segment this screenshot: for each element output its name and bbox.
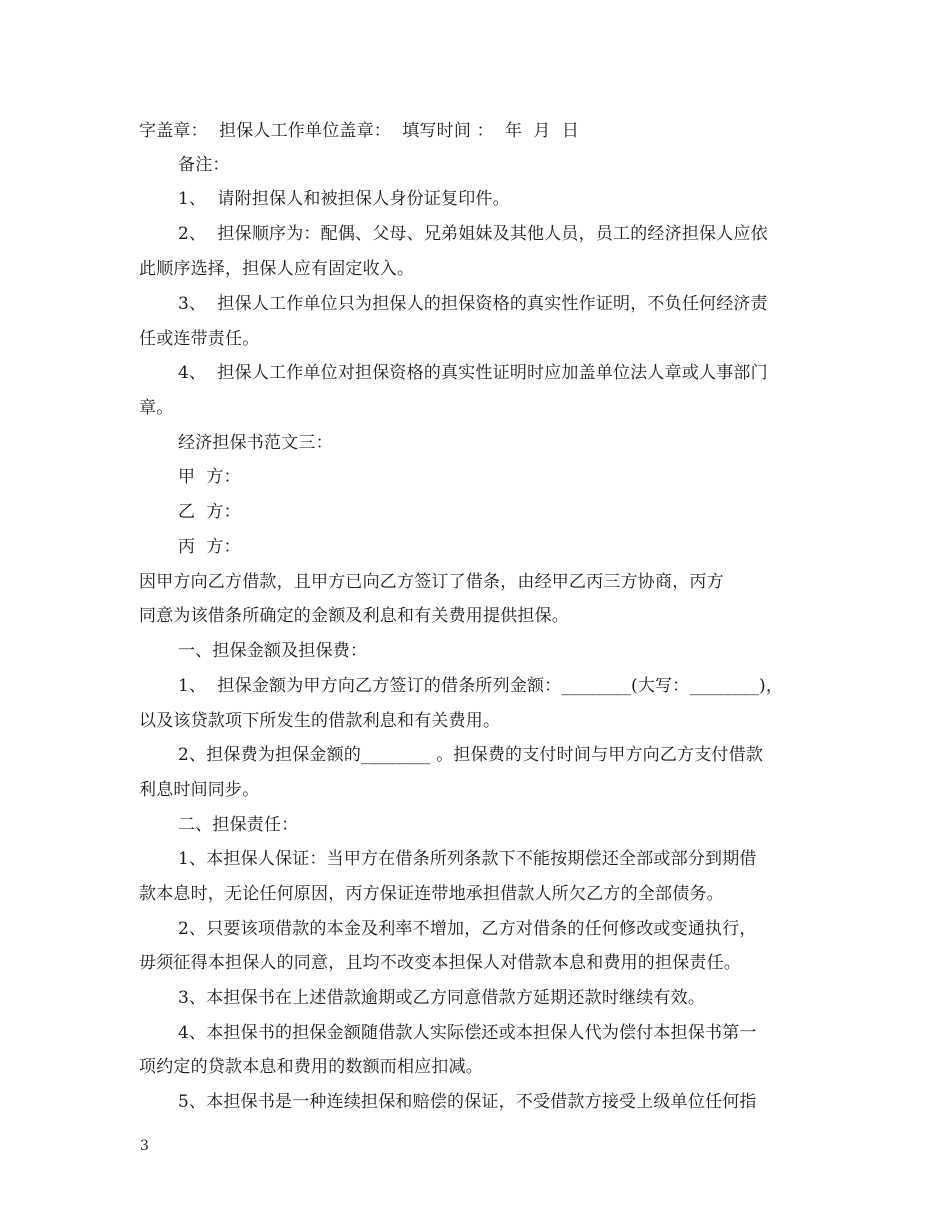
text-line: 同意为该借条所确定的金额及利息和有关费用提供担保。: [139, 606, 569, 626]
text-line: 因甲方向乙方借款，且甲方已向乙方签订了借条，由经甲乙丙三方协商，丙方: [139, 572, 724, 592]
text-line: 一、担保金额及担保费：: [178, 641, 368, 661]
text-line: 3、 担保人工作单位只为担保人的担保资格的真实性作证明，不负任何经济责: [178, 294, 768, 314]
text-line: 1、 担保金额为甲方向乙方签订的借条所列金额：________(大写：________)，: [178, 676, 784, 696]
text-line: 1、 请附担保人和被担保人身份证复印件。: [178, 189, 510, 209]
text-line: 此顺序选择，担保人应有固定收入。: [139, 259, 415, 279]
text-line: 款本息时，无论任何原因，丙方保证连带地承担借款人所欠乙方的全部债务。: [139, 884, 724, 904]
text-line: 3、本担保书在上述借款逾期或乙方同意借款方延期还款时继续有效。: [178, 988, 706, 1008]
text-line: 1、本担保人保证：当甲方在借条所列条款下不能按期偿还全部或部分到期借: [178, 849, 757, 869]
text-line: 5、本担保书是一种连续担保和赔偿的保证，不受借款方接受上级单位任何指: [178, 1092, 757, 1112]
text-line: 以及该贷款项下所发生的借款利息和有关费用。: [139, 711, 501, 731]
text-line: 2、 担保顺序为：配偶、父母、兄弟姐妹及其他人员，员工的经济担保人应依: [178, 224, 768, 244]
text-line: 4、 担保人工作单位对担保资格的真实性证明时应加盖单位法人章或人事部门: [178, 363, 768, 383]
text-line: 经济担保书范文三：: [178, 433, 333, 453]
text-line: 二、担保责任：: [178, 815, 299, 835]
text-line: 2、担保费为担保金额的________ 。担保费的支付时间与甲方向乙方支付借款: [178, 745, 764, 765]
text-line: 2、只要该项借款的本金及利率不增加，乙方对借条的任何修改或变通执行，: [178, 919, 757, 939]
text-line: 4、本担保书的担保金额随借款人实际偿还或本担保人代为偿付本担保书第一: [178, 1023, 757, 1043]
text-line: 章。: [139, 398, 174, 418]
text-line: 字盖章： 担保人工作单位盖章： 填写时间 ： 年 月 日: [139, 121, 580, 141]
text-line: 甲 方：: [178, 467, 241, 487]
text-line: 利息时间同步。: [139, 780, 260, 800]
text-line: 项约定的贷款本息和费用的数额而相应扣减。: [139, 1057, 483, 1077]
text-line: 备注：: [178, 155, 230, 175]
text-line: 乙 方：: [178, 502, 241, 522]
page-number: 3: [140, 1138, 149, 1154]
text-line: 丙 方：: [178, 537, 241, 557]
text-line: 任或连带责任。: [139, 329, 260, 349]
text-line: 毋须征得本担保人的同意，且均不改变本担保人对借款本息和费用的担保责任。: [139, 953, 741, 973]
